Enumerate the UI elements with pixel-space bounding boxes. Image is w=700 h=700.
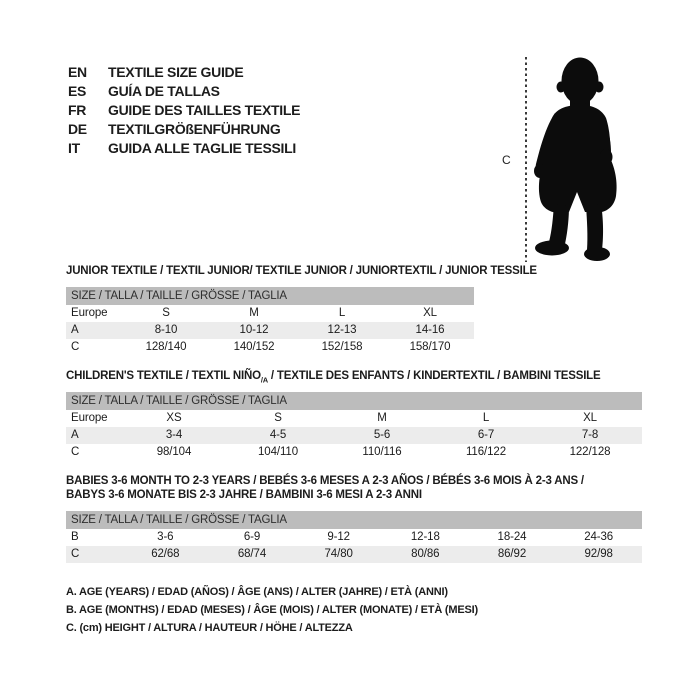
table-cell: 12-18: [410, 531, 440, 543]
table-title: [66, 474, 642, 502]
table-cell: 6-7: [477, 429, 495, 441]
table-cell: L: [338, 307, 346, 319]
table-cell: 68/74: [237, 548, 267, 560]
table-cell: 7-8: [581, 429, 599, 441]
table-cell: 14-16: [415, 324, 445, 336]
language-code: IT: [68, 139, 80, 156]
row-label: A: [71, 429, 79, 441]
table-cell: 6-9: [243, 531, 261, 543]
children-size-table-section: [66, 369, 642, 461]
language-row: [68, 62, 300, 81]
size-table: [66, 305, 474, 356]
row-label: Europe: [71, 307, 108, 319]
legend-line-a: A. AGE (YEARS) / EDAD (AÑOS) / ÂGE (ANS) / ALTER (JAHRE) / ETÀ (ANNI): [66, 586, 448, 598]
table-cell: 152/158: [321, 341, 363, 353]
language-header: [68, 62, 300, 157]
table-cell: 116/122: [465, 446, 507, 458]
table-cell: 98/104: [156, 446, 192, 458]
table-cell: M: [377, 412, 387, 424]
table-cell: 104/110: [257, 446, 299, 458]
language-row: [68, 100, 300, 119]
table-cell: 4-5: [269, 429, 287, 441]
table-row: [66, 529, 642, 546]
table-title-line: CHILDREN'S TEXTILE / TEXTIL $NIÑO_{/A}$ / TEXTILE DES ENFANTS / KINDERTEXTIL / BAMBINI TESSILE: [66, 370, 601, 385]
table-title: [66, 369, 642, 383]
table-cell: 74/80: [324, 548, 353, 560]
table-cell: 3-6: [157, 531, 174, 543]
legend-line-b: B. AGE (MONTHS) / EDAD (MESES) / ÂGE (MOIS) / ALTER (MONATE) / ETÀ (MESI): [66, 604, 478, 616]
language-code: DE: [68, 120, 87, 137]
table-cell: 3-4: [165, 429, 183, 441]
row-label: C: [71, 548, 80, 560]
babies-size-table-section: [66, 474, 642, 563]
language-code: EN: [68, 63, 87, 80]
language-row: [68, 119, 300, 138]
size-header-bar: SIZE / TALLA / TAILLE / GRÖSSE / TAGLIA: [66, 392, 642, 410]
size-table: [66, 529, 642, 563]
table-cell: 24-36: [584, 531, 614, 543]
language-label: GUIDA ALLE TAGLIE TESSILI: [108, 139, 296, 156]
row-label: C: [71, 446, 80, 458]
table-cell: 62/68: [151, 548, 180, 560]
table-title-line: JUNIOR TEXTILE / TEXTIL JUNIOR/ TEXTILE JUNIOR / JUNIORTEXTIL / JUNIOR TESSILE: [66, 265, 537, 277]
row-label: C: [71, 341, 80, 353]
table-cell: 9-12: [327, 531, 350, 543]
height-measure-label: C: [502, 153, 511, 167]
table-cell: 8-10: [154, 324, 178, 336]
language-label: GUÍA DE TALLAS: [108, 82, 220, 99]
legend-line-c: C. (cm) HEIGHT / ALTURA / HAUTEUR / HÖHE / ALTEZZA: [66, 622, 353, 634]
height-dashed-line: [525, 57, 527, 262]
size-table: [66, 410, 642, 461]
table-row: [66, 427, 642, 444]
table-cell: XL: [423, 307, 437, 319]
table-row: [66, 546, 642, 563]
language-code: FR: [68, 101, 87, 118]
size-header-bar: SIZE / TALLA / TAILLE / GRÖSSE / TAGLIA: [66, 287, 474, 305]
table-cell: M: [249, 307, 259, 319]
table-title-line: BABYS 3-6 MONATE BIS 2-3 JAHRE / BAMBINI 3-6 MESI A 2-3 ANNI: [66, 489, 422, 501]
language-row: [68, 138, 300, 157]
language-label: GUIDE DES TAILLES TEXTILE: [108, 101, 301, 118]
table-title-line: BABIES 3-6 MONTH TO 2-3 YEARS / BEBÉS 3-6 MESES A 2-3 AÑOS / BÉBÉS 3-6 MOIS À 2-3 ANS /: [66, 475, 584, 487]
table-cell: S: [274, 412, 282, 424]
table-row: [66, 410, 642, 427]
table-cell: 140/152: [233, 341, 275, 353]
table-title: [66, 264, 537, 278]
table-cell: 128/140: [145, 341, 187, 353]
table-cell: 5-6: [373, 429, 391, 441]
table-cell: XL: [583, 412, 597, 424]
table-cell: 158/170: [409, 341, 451, 353]
size-header-bar: SIZE / TALLA / TAILLE / GRÖSSE / TAGLIA: [66, 511, 642, 529]
table-row: [66, 305, 474, 322]
language-label: TEXTILE SIZE GUIDE: [108, 63, 244, 80]
table-cell: 86/92: [497, 548, 527, 560]
language-row: [68, 81, 300, 100]
table-row: [66, 339, 474, 356]
table-cell: 80/86: [411, 548, 440, 560]
table-row: [66, 322, 474, 339]
toddler-silhouette-icon: [528, 54, 628, 264]
table-cell: L: [482, 412, 490, 424]
table-cell: 92/98: [584, 548, 613, 560]
table-cell: S: [162, 307, 170, 319]
junior-size-table-section: [66, 264, 537, 356]
language-label: TEXTILGRÖßENFÜHRUNG: [108, 120, 281, 137]
table-cell: 10-12: [239, 324, 269, 336]
table-cell: 122/128: [569, 446, 611, 458]
language-code: ES: [68, 82, 87, 99]
table-cell: 18-24: [497, 531, 527, 543]
row-label: A: [71, 324, 79, 336]
legend: [66, 583, 478, 637]
row-label: Europe: [71, 412, 108, 424]
row-label: B: [71, 531, 79, 543]
table-cell: XS: [166, 412, 182, 424]
table-cell: 12-13: [327, 324, 357, 336]
table-row: [66, 444, 642, 461]
table-cell: 110/116: [362, 446, 402, 458]
